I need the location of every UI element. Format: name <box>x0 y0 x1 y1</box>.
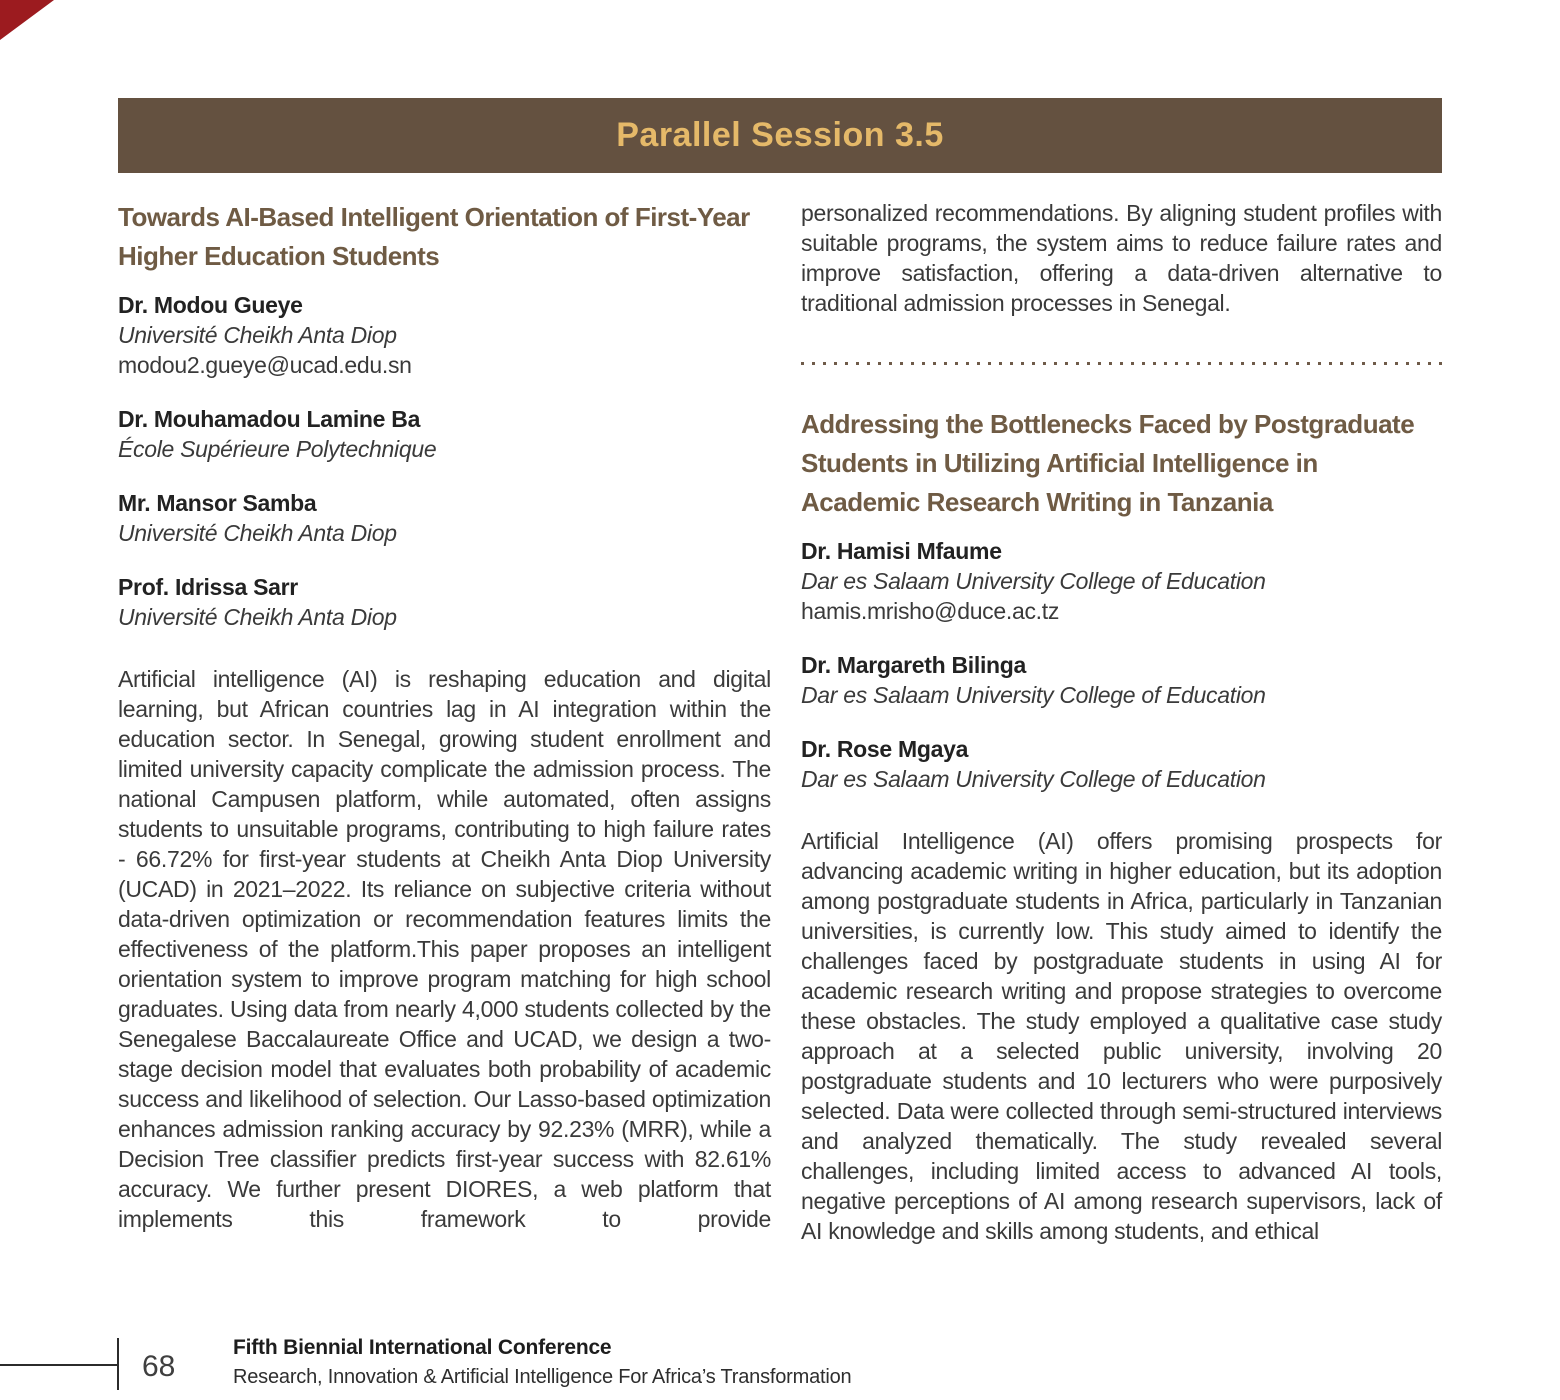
paper-title-1: Towards AI-Based Intelligent Orientation of First-Year Higher Education Students <box>118 202 750 271</box>
author-name: Dr. Rose Mgaya <box>801 736 969 762</box>
author-block <box>118 290 771 380</box>
left-column <box>118 198 771 1246</box>
author-name: Dr. Modou Gueye <box>118 292 303 318</box>
footer-horizontal-rule <box>0 1364 118 1366</box>
author-block <box>801 536 1442 626</box>
page-number: 68 <box>142 1350 176 1383</box>
paper-title-2: Addressing the Bottlenecks Faced by Postgraduate Students in Utilizing Artificial Intelligence in Academic Research Writing in Tanzania <box>801 409 1415 517</box>
author-block <box>118 488 771 548</box>
author-email: hamis.mrisho@duce.ac.tz <box>801 598 1060 624</box>
author-block <box>801 650 1442 710</box>
author-affiliation: Université Cheikh Anta Diop <box>118 520 397 546</box>
author-affiliation: Université Cheikh Anta Diop <box>118 604 397 630</box>
abstract-paragraph-2: Artificial Intelligence (AI) offers promising prospects for advancing academic writing in higher education, but its adoption among postgraduate students in Africa, particularly in Tanzanian universities, is currently low. This study aimed to identify the challenges faced by postgraduate students in using AI for academic research writing and propose strategies to overcome these obstacles. The study employed a qualitative case study approach at a selected public university, involving 20 postgraduate students and 10 lecturers who were purposively selected. Data were collected through semi-structured interviews and analyzed thematically. The study revealed several challenges, including limited access to advanced AI tools, negative perceptions of AI among research supervisors, lack of AI knowledge and skills among students, and ethical <box>801 828 1442 1244</box>
author-name: Prof. Idrissa Sarr <box>118 574 298 600</box>
session-title: Parallel Session 3.5 <box>616 116 944 154</box>
author-block <box>801 734 1442 794</box>
footer-vertical-rule <box>117 1338 119 1390</box>
author-affiliation: Université Cheikh Anta Diop <box>118 322 397 348</box>
dotted-divider <box>801 362 1442 365</box>
abstract-paragraph-part1: Artificial intelligence (AI) is reshaping education and digital learning, but African countries lag in AI integration within the education sector. In Senegal, growing student enrollment and limited university capacity complicate the admission process. The national Campusen platform, while automated, often assigns students to unsuitable programs, contributing to high failure rates - 66.72% for first-year students at Cheikh Anta Diop University (UCAD) in 2021–2022. Its reliance on subjective criteria without data-driven optimization or recommendation features limits the effectiveness of the platform.This paper proposes an intelligent orientation system to improve program matching for high school graduates. Using data from nearly 4,000 students collected by the Senegalese Baccalaureate Office and UCAD, we design a two-stage decision model that evaluates both probability of academic success and likelihood of selection. Our Lasso-based optimization enhances admission ranking accuracy by 92.23% (MRR), while a Decision Tree classifier predicts first-year success with 82.61% accuracy. We further present DIORES, a web platform that implements this framework to provide <box>118 666 771 1232</box>
abstract-paragraph-continuation: personalized recommendations. By aligning student profiles with suitable programs, the system aims to reduce failure rates and improve satisfaction, offering a data-driven alternative to traditional admission processes in Senegal. <box>801 200 1442 316</box>
author-email: modou2.gueye@ucad.edu.sn <box>118 352 412 378</box>
corner-triangle-decoration <box>0 0 54 40</box>
conference-name: Fifth Biennial International Conference <box>233 1336 612 1359</box>
author-name: Dr. Hamisi Mfaume <box>801 538 1002 564</box>
author-affiliation: Dar es Salaam University College of Education <box>801 766 1266 792</box>
author-name: Mr. Mansor Samba <box>118 490 317 516</box>
footer-text <box>233 1336 1433 1389</box>
author-name: Dr. Margareth Bilinga <box>801 652 1027 678</box>
author-affiliation: École Supérieure Polytechnique <box>118 436 437 462</box>
author-block <box>118 404 771 464</box>
author-name: Dr. Mouhamadou Lamine Ba <box>118 406 421 432</box>
author-affiliation: Dar es Salaam University College of Education <box>801 682 1266 708</box>
author-affiliation: Dar es Salaam University College of Education <box>801 568 1266 594</box>
author-block <box>118 572 771 632</box>
main-content <box>118 198 1442 1246</box>
conference-subtitle: Research, Innovation & Artificial Intelligence For Africa’s Transformation <box>233 1366 852 1388</box>
right-column <box>801 198 1442 1246</box>
session-header-bar <box>118 98 1442 173</box>
